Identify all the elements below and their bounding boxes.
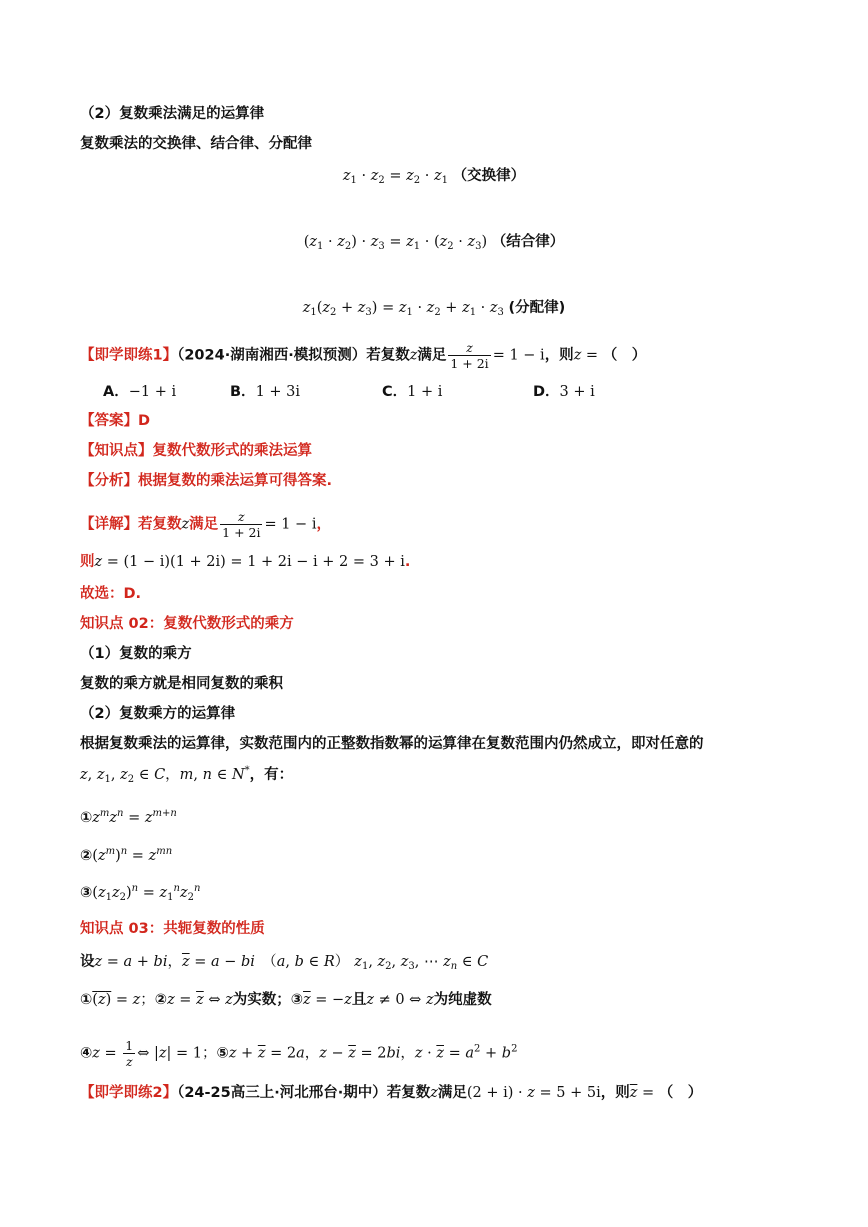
kp03-heading: 知识点 03：共轭复数的性质	[80, 921, 265, 937]
detail-tag: 【详解】	[80, 516, 138, 533]
kp02-have: ，有：	[249, 767, 294, 783]
mult-laws-subtitle: 复数乘法的交换律、结合律、分配律	[80, 136, 312, 152]
exercise-2-source: （24-25高三上·河北邢台·期中）	[177, 1085, 387, 1101]
distributive-law-label: (分配律)	[508, 300, 566, 316]
option-d-label: D．	[533, 384, 560, 400]
exercise-2-blank: （ ）	[658, 1085, 703, 1101]
conjugate-properties-4-5: ④z = $\frac{1}{z}$ ⇔ |z| = 1；⑤z + $\overline{z} = 2a$，$z - \overline{z} = 2bi$，$z \cdot \overline{z} = a^2 + b^2$	[80, 1038, 518, 1069]
option-b-value: 1 + 3i	[255, 384, 301, 400]
detail-b: 满足	[189, 516, 219, 533]
exercise-1-stem-a: 若复数	[366, 347, 410, 364]
option-d-value: 3 + i	[559, 384, 595, 400]
answer-value: D	[138, 413, 151, 429]
exercise-1-stem-c: ，则	[544, 347, 574, 364]
kp02-heading: 知识点 02：复数代数形式的乘方	[80, 616, 294, 632]
option-b-label: B．	[230, 384, 256, 400]
exercise-2-stem-b: 满足	[437, 1085, 467, 1101]
detail-then: 则	[80, 554, 95, 570]
option-a-value: −1 + i	[128, 384, 177, 400]
option-b[interactable]	[230, 382, 300, 402]
detail-a: 若复数	[138, 516, 182, 533]
kp02-sub1: （1）复数的乘方	[80, 646, 192, 662]
detail-fraction: $\frac{z}{1 + 2i}$	[222, 509, 261, 540]
option-a[interactable]	[103, 382, 176, 402]
exercise-2-stem: 【即学即练2】（24-25高三上·河北邢台·期中）若复数z满足(2 + i) · z = 5 + 5i，则$\overline{z}$ = （ ）	[80, 1085, 703, 1101]
associative-law-label: （结合律）	[491, 234, 565, 250]
exercise-1-tag: 【即学即练1】	[80, 347, 178, 364]
option-c[interactable]	[382, 382, 442, 402]
detail-computation: 则z = (1 − i)(1 + 2i) = 1 + 2i − i + 2 = 3 + i.	[80, 554, 411, 570]
exercise-1-blank: （ ）	[602, 347, 647, 364]
exercise-1-stem: 【即学即练1】（2024·湖南湘西·模拟预测）若复数z满足 $\frac{z}{1 + 2i}$ = 1 − i，则z = （ ）	[80, 340, 647, 371]
option-c-value: 1 + i	[407, 384, 443, 400]
distributive-law-formula: $z_1(z_2 + z_3) = z_1 \cdot z_2 + z_1 \cdot z_3$ (分配律)	[302, 300, 566, 318]
exercise-1-source: （2024·湖南湘西·模拟预测）	[177, 347, 367, 364]
knowledge-point-text: 复数代数形式的乘法运算	[152, 443, 312, 459]
analysis-text: 根据复数的乘法运算可得答案.	[138, 473, 333, 489]
exercise-1-fraction: $\frac{z}{1 + 2i}$	[450, 340, 489, 371]
exercise-2-tag: 【即学即练2】	[80, 1085, 178, 1101]
commutative-law-formula: $z_1 \cdot z_2 = z_2 \cdot z_1$ （交换律）	[342, 168, 526, 186]
conjugate-definition: 设z = a + bi，$\overline{z} = a$ − bi （a, b ∈ R） $z_1$, $z_2$, $z_3$, ⋯ $z_n$ ∈ C	[80, 954, 489, 972]
kp02-sub2-text: 根据复数乘法的运算律，实数范围内的正整数指数幂的运算律在复数范围内仍然成立，即对任意的	[80, 736, 704, 752]
answer-line	[80, 411, 150, 431]
power-rule-2: $②(z^m)^n = z^{mn}$	[80, 846, 173, 864]
kp03-and: 且	[351, 992, 367, 1008]
commutative-law-label: （交换律）	[452, 168, 526, 184]
exercise-1-stem-b: 满足	[417, 347, 447, 364]
option-a-label: A．	[103, 384, 129, 400]
kp02-domain-line: z, $z_1$, $z_2$ ∈ C，m, n ∈ N*，有：	[80, 765, 294, 785]
analysis-line	[80, 471, 332, 491]
exercise-2-stem-c: ，则	[600, 1085, 630, 1101]
conjugate-properties-1-3: ①(z) = z；②z = $\overline{z}$ ⇔ z为实数；$③\overline{z} = -z$且z ≠ 0 ⇔ z为纯虚数	[80, 992, 492, 1008]
detail-line: 【详解】若复数z满足 $\frac{z}{1 + 2i}$ = 1 − i，	[80, 509, 331, 540]
power-rule-3: $③(z_1z_2)^n = z_1^nz_2^n$	[80, 883, 201, 903]
option-c-label: C．	[382, 384, 408, 400]
kp03-real: 为实数；	[232, 992, 291, 1008]
analysis-tag: 【分析】	[80, 473, 138, 489]
kp03-let: 设	[80, 954, 95, 970]
kp03-pure: 为纯虚数	[433, 992, 492, 1008]
kp02-sub2: （2）复数乘方的运算律	[80, 706, 236, 722]
kp02-sub1-text: 复数的乘方就是相同复数的乘积	[80, 676, 283, 692]
exercise-2-stem-a: 若复数	[386, 1085, 431, 1101]
power-rule-1: $①z^mz^n = z^{m+n}$	[80, 808, 177, 826]
associative-law-formula: $(z_1 \cdot z_2) \cdot z_3 = z_1 \cdot (z_2 \cdot z_3)$ （结合律）	[303, 234, 565, 252]
knowledge-point-tag: 【知识点】	[80, 443, 153, 459]
section-heading-mult-laws: （2）复数乘法满足的运算律	[80, 106, 265, 122]
option-d[interactable]	[533, 382, 595, 402]
answer-tag: 【答案】	[80, 413, 138, 429]
knowledge-point-line	[80, 441, 312, 461]
conclusion-line: 故选：D.	[80, 586, 142, 602]
